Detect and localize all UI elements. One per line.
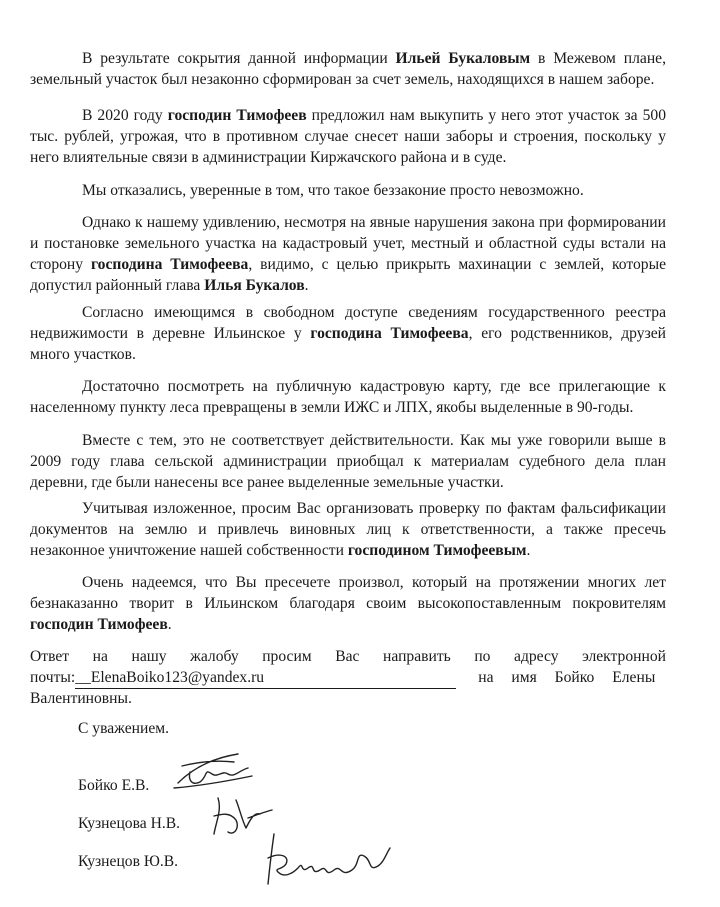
paragraph-1: В результате сокрытия данной информации Ильей Букаловым в Межевом плане, земельный участок был незаконно сформирован за счет земель, находящихся в нашем заборе.	[30, 50, 666, 88]
signature-3	[260, 828, 400, 893]
paragraph-5: Согласно имеющимся в свободном доступе сведениям государственного реестра недвижимости в деревне Ильинское у господина Тимофеева, его родственников, друзей много участков.	[30, 304, 666, 363]
closing-text: С уважением.	[78, 720, 170, 737]
bold-name: господина Тимофеева	[90, 256, 249, 273]
bold-name: Илья Букалов	[204, 277, 305, 294]
bold-name: господина Тимофеева	[310, 325, 469, 342]
signatory-3: Кузнецов Ю.В.	[78, 853, 179, 870]
paragraph-6: Достаточно посмотреть на публичную кадастровую карту, где все прилегающие к населенному пункту леса превращены в земли ИЖС и ЛПХ, якобы выделенные в 90-годы.	[30, 378, 666, 416]
email-address: __ElenaBoiko123@yandex.ru	[75, 667, 456, 689]
paragraph-4: Однако к нашему удивлению, несмотря на явные нарушения закона при формировании и постановке земельного участка на кадастровый учет, местный и областной суды встали на сторону господина Тимофеева, видимо, с целью прикрыть махинации с землей, которые допустил районный глава Илья Букалов.	[30, 214, 666, 294]
reply-line-1: Ответ на нашу жалобу просим Вас направить по адресу электронной	[30, 648, 666, 665]
paragraph-2: В 2020 году господин Тимофеев предложил нам выкупить у него этот участок за 500 тыс. рублей, угрожая, что в противном случае снесет наши заборы и строения, поскольку у него влиятельные связи в администрации Киржачского района и в суде.	[30, 107, 666, 166]
signatory-1: Бойко Е.В.	[78, 777, 150, 794]
bold-name: Ильей Букаловым	[395, 50, 531, 67]
bold-name: господин Тимофеев	[30, 616, 168, 633]
paragraph-9: Очень надеемся, что Вы пресечете произвол, который на протяжении многих лет безнаказанно творит в Ильинском благодаря своим высокопоставленным покровителям господин Тимофеев.	[30, 574, 666, 633]
paragraph-7: Вместе с тем, это не соответствует действительности. Как мы уже говорили выше в 2009 году глава сельской администрации приобщал к материалам судебного дела план деревни, где были нанесены все ранее выделенные земельные участки.	[30, 432, 666, 491]
paragraph-3: Мы отказались, уверенные в том, что такое беззаконие просто невозможно.	[82, 182, 584, 199]
reply-line-3: Валентиновны.	[30, 690, 132, 707]
bold-name: господин Тимофеев	[167, 107, 307, 124]
paragraph-8: Учитывая изложенное, просим Вас организовать проверку по фактам фальсификации документов на землю и привлечь виновных лиц к ответственности, а также пресечь незаконное уничтожение нашей собственности господином Тимофеевым.	[30, 500, 666, 559]
signatory-2: Кузнецова Н.В.	[78, 815, 181, 832]
reply-line-2: почты:__ElenaBoiko123@yandex.ru на имя Бойко Елены	[30, 667, 655, 689]
bold-name: господином Тимофеевым	[347, 542, 527, 559]
